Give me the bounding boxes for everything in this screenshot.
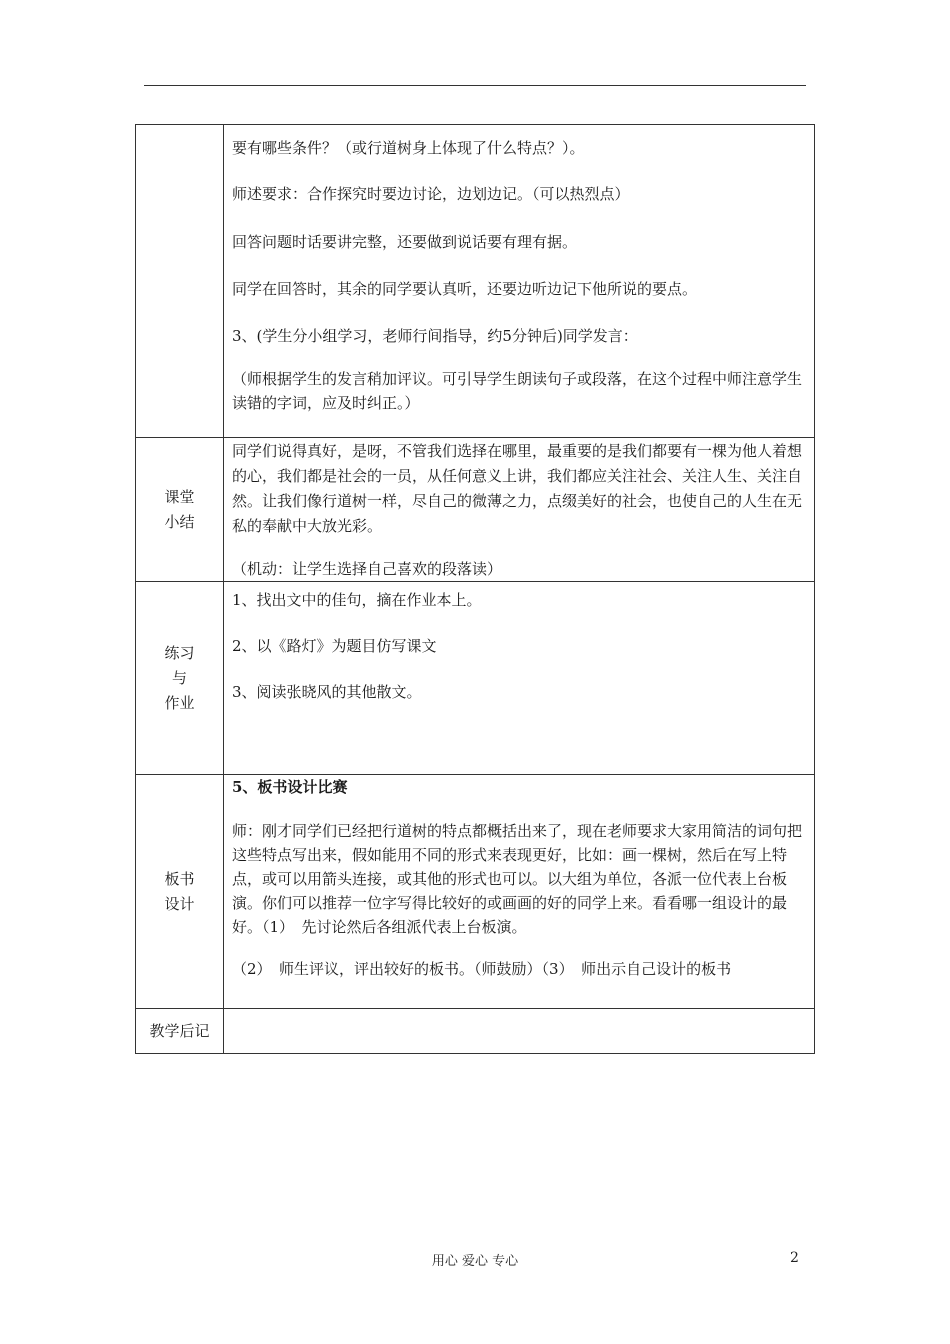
header-rule [144, 85, 806, 86]
row-content-summary [224, 438, 815, 582]
process-para-5: 3、(学生分小组学习，老师行间指导，约5分钟后)同学发言： [232, 327, 638, 345]
homework-item-1: 1、找出文中的佳句，摘在作业本上。 [232, 591, 482, 609]
row-label-homework [136, 582, 224, 775]
homework-item-3: 3、阅读张晓风的其他散文。 [232, 683, 422, 701]
homework-label-line-3: 作业 [164, 693, 195, 712]
summary-para-1: 同学们说得真好，是呀，不管我们选择在哪里，最重要的是我们都要有一棵为他人着想的心，我们都是社会的一员，从任何意义上讲，我们都应关注社会、关注人生、关注自然。让我们像行道树一样，尽自己的微薄之力，点缀美好的社会，也使自己的人生在无私的奉献中大放光彩。 [232, 442, 803, 535]
row-content-process [224, 125, 815, 438]
table-row-process [136, 125, 815, 438]
footer-motto: 用心 爱心 专心 [431, 1254, 519, 1269]
table-row-summary [136, 438, 815, 582]
page-number: 2 [790, 1250, 799, 1266]
row-label-afterword: 教学后记 [136, 1009, 224, 1054]
homework-label-line-2: 与 [171, 668, 187, 687]
row-label-board [136, 775, 224, 1009]
table-row-board [136, 775, 815, 1009]
summary-label-line-1: 课堂 [164, 487, 195, 506]
row-content-afterword [224, 1009, 815, 1054]
process-para-1: 要有哪些条件？（或行道树身上体现了什么特点？）。 [232, 139, 585, 157]
summary-label-line-2: 小结 [164, 512, 195, 531]
homework-item-2: 2、以《路灯》为题目仿写课文 [232, 637, 437, 655]
process-para-3: 回答问题时话要讲完整，还要做到说话要有理有据。 [232, 233, 578, 251]
process-para-6: （师根据学生的发言稍加评议。可引导学生朗读句子或段落，在这个过程中师注意学生读错的字词，应及时纠正。） [232, 370, 803, 412]
row-label-process [136, 125, 224, 438]
row-content-homework [224, 582, 815, 775]
board-para-2: （2） 师生评议，评出较好的板书。（师鼓励）（3） 师出示自己设计的板书 [232, 960, 732, 978]
table-row-afterword [136, 1009, 815, 1054]
homework-label-line-1: 练习 [164, 643, 195, 662]
board-heading: 5、板书设计比赛 [232, 778, 348, 796]
lesson-plan-table [135, 124, 815, 1054]
process-para-2: 师述要求：合作探究时要边讨论，边划边记。（可以热烈点） [232, 185, 630, 203]
board-para-1: 师：刚才同学们已经把行道树的特点都概括出来了，现在老师要求大家用简洁的词句把这些特点写出来，假如能用不同的形式来表现更好，比如：画一棵树，然后在写上特点，或可以用箭头连接，或其他的形式也可以。以大组为单位，各派一位代表上台板演。你们可以推荐一位字写得比较好的或画画的好的同学上来。看看哪一组设计的最好。（1） 先讨论然后各组派代表上台板演。 [232, 822, 803, 936]
summary-para-2: （机动：让学生选择自己喜欢的段落读） [232, 560, 503, 578]
table-row-homework [136, 582, 815, 775]
board-label-line-2: 设计 [164, 894, 195, 913]
row-content-board [224, 775, 815, 1009]
row-label-summary [136, 438, 224, 582]
board-label-line-1: 板书 [164, 869, 195, 888]
process-para-4: 同学在回答时，其余的同学要认真听，还要边听边记下他所说的要点。 [232, 280, 698, 298]
